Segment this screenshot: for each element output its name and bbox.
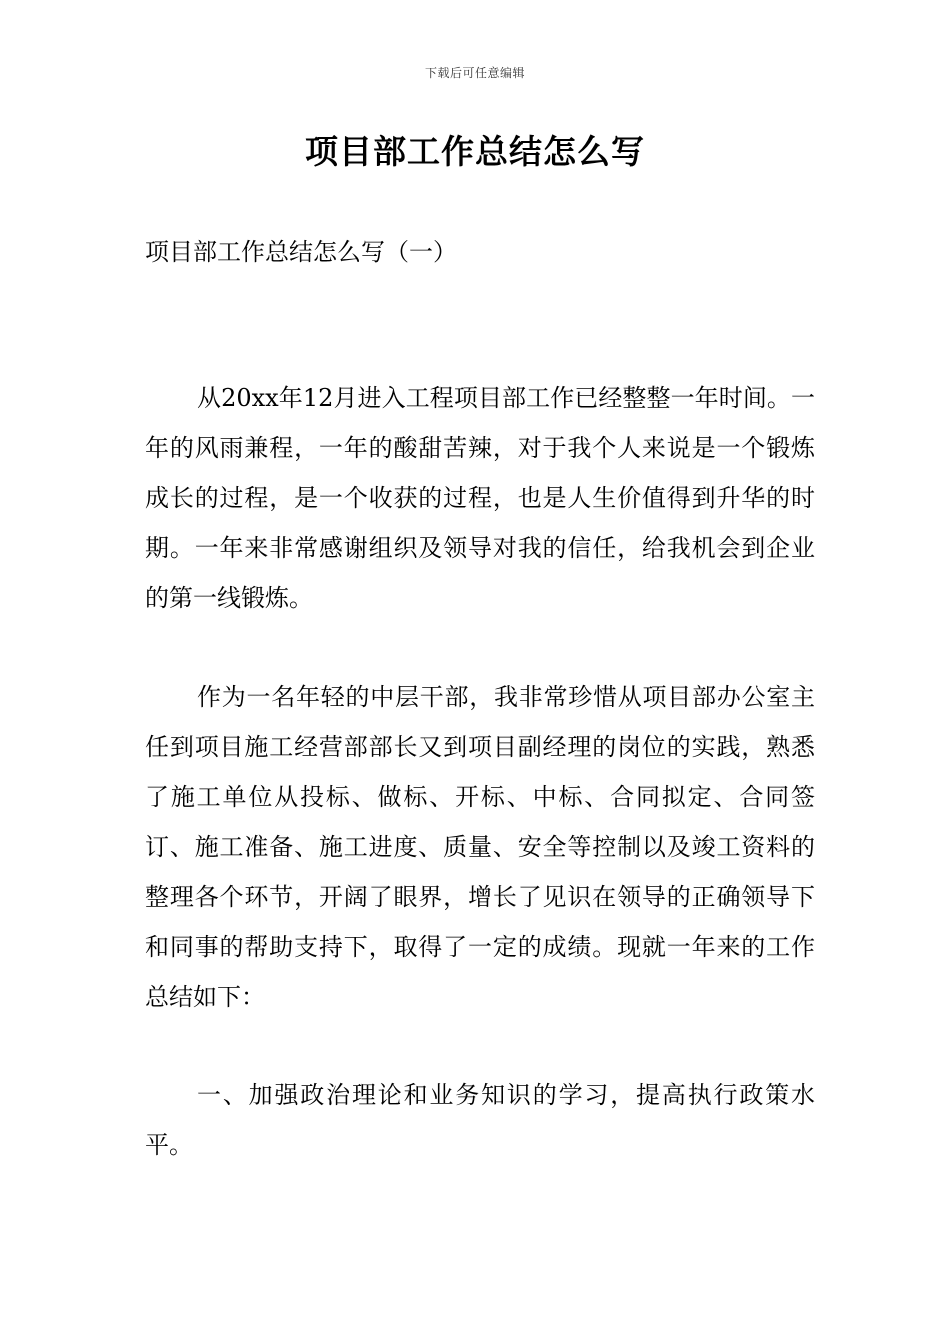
paragraph-section-one: 一、加强政治理论和业务知识的学习，提高执行政策水平。 xyxy=(145,1081,815,1159)
section-title: 项目部工作总结怎么写（一） xyxy=(145,238,457,266)
paragraph-intro: 从20xx年12月进入工程项目部工作已经整整一年时间。一年的风雨兼程，一年的酸甜苦辣，对于我个人来说是一个锻炼成长的过程，是一个收获的过程，也是人生价值得到升华的时期。一年来非常感谢组织及领导对我的信任，给我机会到企业的第一线锻炼。 xyxy=(145,384,815,612)
header-note: 下载后可任意编辑 xyxy=(424,66,525,80)
document-title: 项目部工作总结怎么写 xyxy=(305,132,645,171)
paragraph-experience: 作为一名年轻的中层干部，我非常珍惜从项目部办公室主任到项目施工经营部部长又到项目副经理的岗位的实践，熟悉了施工单位从投标、做标、开标、中标、合同拟定、合同签订、施工准备、施工进度、质量、安全等控制以及竣工资料的整理各个环节，开阔了眼界，增长了见识在领导的正确领导下和同事的帮助支持下，取得了一定的成绩。现就一年来的工作总结如下： xyxy=(145,683,815,1011)
